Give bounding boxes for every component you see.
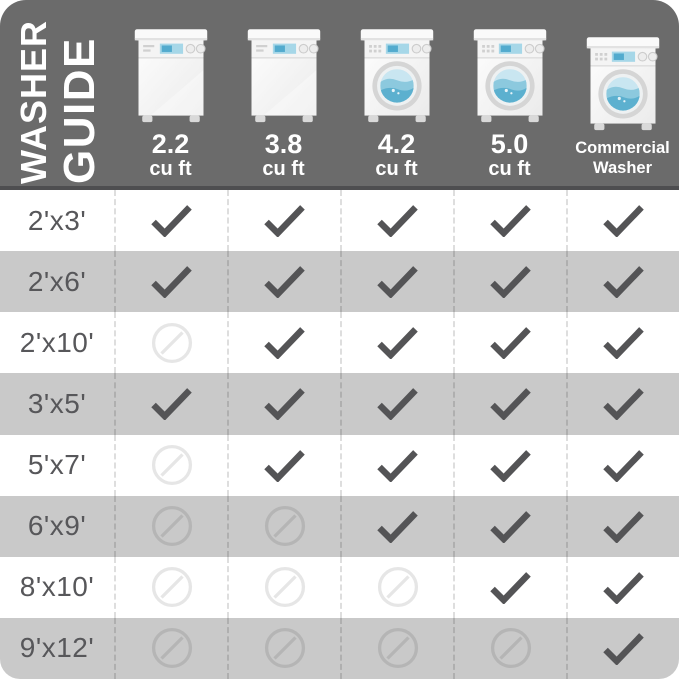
checkmark-icon xyxy=(489,510,532,543)
cell-yes xyxy=(453,557,566,618)
cell-yes xyxy=(340,435,453,496)
cell-yes xyxy=(453,435,566,496)
prohibited-icon xyxy=(150,321,194,365)
checkmark-icon xyxy=(376,387,419,420)
prohibited-icon xyxy=(263,626,307,670)
front-load-washer-icon xyxy=(471,29,549,126)
cell-yes xyxy=(566,312,679,373)
cell-yes xyxy=(453,190,566,251)
row-label: 2'x10' xyxy=(19,326,95,358)
prohibited-icon xyxy=(263,565,307,609)
cell-yes xyxy=(453,312,566,373)
cell-yes xyxy=(566,496,679,557)
table-row-2-x10 xyxy=(0,312,679,373)
cell-yes xyxy=(114,251,227,312)
checkmark-icon xyxy=(489,571,532,604)
checkmark-icon xyxy=(150,204,193,237)
prohibited-icon xyxy=(489,626,533,670)
cell-no xyxy=(340,618,453,679)
cell-yes xyxy=(227,190,340,251)
prohibited-icon xyxy=(376,565,420,609)
cell-yes xyxy=(340,496,453,557)
column-header-3-8 xyxy=(227,0,340,186)
cell-yes xyxy=(340,190,453,251)
cell-no xyxy=(114,618,227,679)
prohibited-icon xyxy=(150,504,194,548)
row-label: 8'x10' xyxy=(19,571,95,603)
table-row-8-x10 xyxy=(0,557,679,618)
cell-yes xyxy=(453,373,566,434)
cell-yes xyxy=(227,435,340,496)
column-label: 2.2 cu ft xyxy=(149,129,192,180)
column-header-commercial xyxy=(566,0,679,186)
compatibility-grid xyxy=(0,190,679,679)
cell-yes xyxy=(114,190,227,251)
cell-yes xyxy=(566,435,679,496)
checkmark-icon xyxy=(489,265,532,298)
row-label: 5'x7' xyxy=(27,449,87,481)
checkmark-icon xyxy=(602,387,645,420)
checkmark-icon xyxy=(489,449,532,482)
column-header-5-0 xyxy=(453,0,566,186)
cell-no xyxy=(114,557,227,618)
checkmark-icon xyxy=(150,387,193,420)
checkmark-icon xyxy=(602,204,645,237)
prohibited-icon xyxy=(376,626,420,670)
checkmark-icon xyxy=(376,510,419,543)
checkmark-icon xyxy=(263,449,306,482)
checkmark-icon xyxy=(489,326,532,359)
table-row-2-x3 xyxy=(0,190,679,251)
column-label: 3.8 cu ft xyxy=(262,129,305,180)
checkmark-icon xyxy=(263,387,306,420)
cell-yes xyxy=(566,373,679,434)
checkmark-icon xyxy=(602,265,645,298)
cell-yes xyxy=(340,251,453,312)
page-title xyxy=(0,0,114,186)
checkmark-icon xyxy=(376,204,419,237)
prohibited-icon xyxy=(150,565,194,609)
cell-yes xyxy=(340,312,453,373)
checkmark-icon xyxy=(263,265,306,298)
checkmark-icon xyxy=(602,632,645,665)
table-header xyxy=(0,0,679,190)
row-label: 3'x5' xyxy=(27,387,87,419)
checkmark-icon xyxy=(489,204,532,237)
prohibited-icon xyxy=(150,443,194,487)
column-header-2-2 xyxy=(114,0,227,186)
checkmark-icon xyxy=(602,510,645,543)
column-label: 5.0 cu ft xyxy=(488,129,531,180)
cell-yes xyxy=(453,496,566,557)
checkmark-icon xyxy=(150,265,193,298)
prohibited-icon xyxy=(263,504,307,548)
checkmark-icon xyxy=(602,326,645,359)
cell-no xyxy=(453,618,566,679)
title-washer: WASHER xyxy=(13,19,54,184)
cell-no xyxy=(227,618,340,679)
table-row-3-x5 xyxy=(0,373,679,434)
row-label: 2'x6' xyxy=(27,265,87,297)
checkmark-icon xyxy=(376,449,419,482)
row-label: 9'x12' xyxy=(19,632,95,664)
front-load-washer-illustration xyxy=(584,37,662,134)
top-load-washer-illustration xyxy=(245,29,323,126)
checkmark-icon xyxy=(263,204,306,237)
column-headers xyxy=(114,0,679,186)
checkmark-icon xyxy=(602,571,645,604)
row-label: 2'x3' xyxy=(27,204,87,236)
table-row-2-x6 xyxy=(0,251,679,312)
top-load-washer-icon xyxy=(132,29,210,126)
front-load-washer-illustration xyxy=(358,29,436,126)
checkmark-icon xyxy=(376,265,419,298)
checkmark-icon xyxy=(263,326,306,359)
cell-yes xyxy=(566,190,679,251)
cell-yes xyxy=(566,251,679,312)
table-row-6-x9 xyxy=(0,496,679,557)
column-header-4-2 xyxy=(340,0,453,186)
cell-yes xyxy=(340,373,453,434)
table-row-5-x7 xyxy=(0,435,679,496)
cell-yes xyxy=(227,373,340,434)
checkmark-icon xyxy=(376,326,419,359)
top-load-washer-illustration xyxy=(132,29,210,126)
cell-no xyxy=(227,557,340,618)
cell-no xyxy=(114,312,227,373)
front-load-washer-illustration xyxy=(471,29,549,126)
cell-yes xyxy=(566,618,679,679)
cell-yes xyxy=(227,251,340,312)
cell-no xyxy=(340,557,453,618)
front-load-washer-icon xyxy=(584,37,662,134)
cell-yes xyxy=(227,312,340,373)
title-guide: GUIDE xyxy=(55,37,104,184)
cell-no xyxy=(227,496,340,557)
cell-no xyxy=(114,435,227,496)
cell-no xyxy=(114,496,227,557)
top-load-washer-icon xyxy=(245,29,323,126)
column-label: 4.2 cu ft xyxy=(375,129,418,180)
checkmark-icon xyxy=(489,387,532,420)
front-load-washer-icon xyxy=(358,29,436,126)
row-label: 6'x9' xyxy=(27,510,87,542)
cell-yes xyxy=(453,251,566,312)
column-label: Commercial Washer xyxy=(575,139,670,178)
cell-yes xyxy=(114,373,227,434)
cell-yes xyxy=(566,557,679,618)
prohibited-icon xyxy=(150,626,194,670)
table-row-9-x12 xyxy=(0,618,679,679)
checkmark-icon xyxy=(602,449,645,482)
